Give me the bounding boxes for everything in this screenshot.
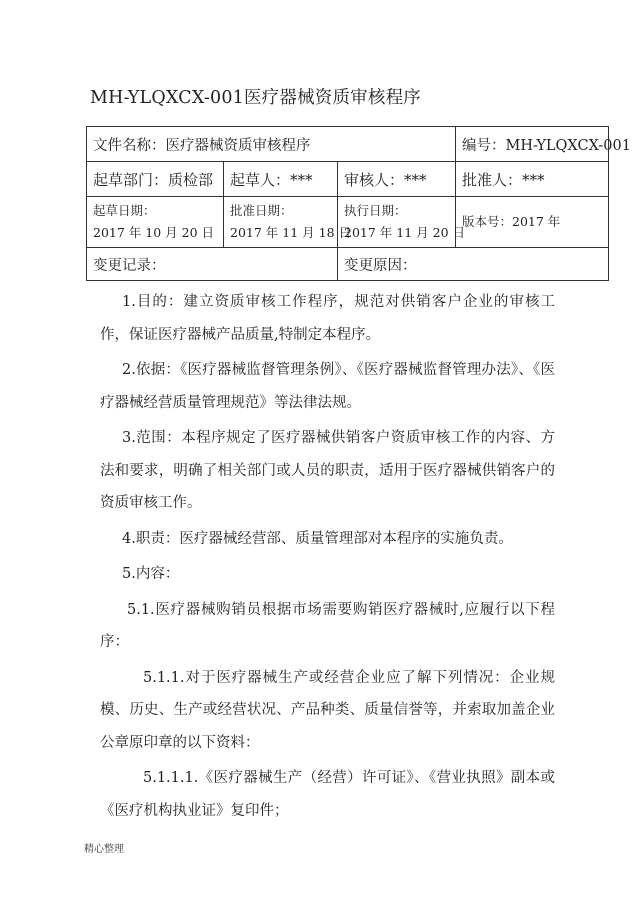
reviewer-cell: 审核人：*** [338, 162, 456, 197]
approver-cell: 批准人：*** [456, 162, 609, 197]
change-record-cell: 变更记录： [87, 248, 338, 281]
paragraph-5-1: 5.1.医疗器械购销员根据市场需要购销医疗器械时,应履行以下程序： [100, 601, 555, 650]
document-title: MH-YLQXCX-001医疗器械资质审核程序 [90, 88, 421, 108]
info-row-people [87, 162, 609, 197]
draft-date-label: 起草日期： [93, 203, 156, 218]
file-name-cell: 文件名称：医疗器械资质审核程序 [87, 127, 456, 162]
approve-date-cell [224, 197, 351, 248]
info-row-file [87, 127, 609, 162]
change-reason-cell: 变更原因： [338, 248, 609, 281]
paragraph-content-heading: 5.内容： [122, 566, 180, 582]
paragraph-basis: 2.依据：《医疗器械监督管理条例》、《医疗器械监督管理办法》、《医疗器械经营质量管理规范》等法律法规。 [100, 362, 555, 411]
version-cell: 版本号：2017 年 [456, 197, 609, 248]
exec-date-label: 执行日期： [344, 203, 407, 218]
page-footer: 精心整理 [84, 844, 124, 855]
document-number-cell: 编号：MH-YLQXCX-001 [456, 127, 609, 162]
exec-date-cell [338, 197, 465, 248]
exec-date-value: 2017 年 11 月 20 日 [344, 225, 465, 240]
info-row-dates [87, 197, 609, 248]
paragraph-responsibility: 4.职责：医疗器械经营部、质量管理部对本程序的实施负责。 [122, 530, 513, 547]
draft-date-cell [87, 197, 224, 248]
paragraph-scope: 3.范围：本程序规定了医疗器械供销客户资质审核工作的内容、方法和要求，明确了相关部门或人员的职责，适用于医疗器械供销客户的资质审核工作。 [100, 430, 555, 511]
paragraph-purpose: 1.目的：建立资质审核工作程序，规范对供销客户企业的审核工作，保证医疗器械产品质量,特制定本程序。 [100, 294, 555, 343]
draft-date-value: 2017 年 10 月 20 日 [93, 225, 214, 240]
approve-date-label: 批准日期： [230, 203, 293, 218]
approve-date-value: 2017 年 11 月 18 日 [230, 225, 351, 240]
document-info-table [86, 126, 631, 281]
drafter-cell: 起草人：*** [224, 162, 338, 197]
paragraph-5-1-1: 5.1.1.对于医疗器械生产或经营企业应了解下列情况：企业规模、历史、生产或经营状况、产品种类、质量信誉等，并索取加盖企业公章原印章的以下资料： [100, 669, 555, 751]
draft-department-cell: 起草部门：质检部 [87, 162, 224, 197]
info-row-changes [87, 248, 609, 281]
paragraph-5-1-1-1: 5.1.1.1.《医疗器械生产（经营）许可证》、《营业执照》副本或《医疗机构执业证》复印件； [100, 770, 555, 819]
document-body [100, 286, 555, 830]
